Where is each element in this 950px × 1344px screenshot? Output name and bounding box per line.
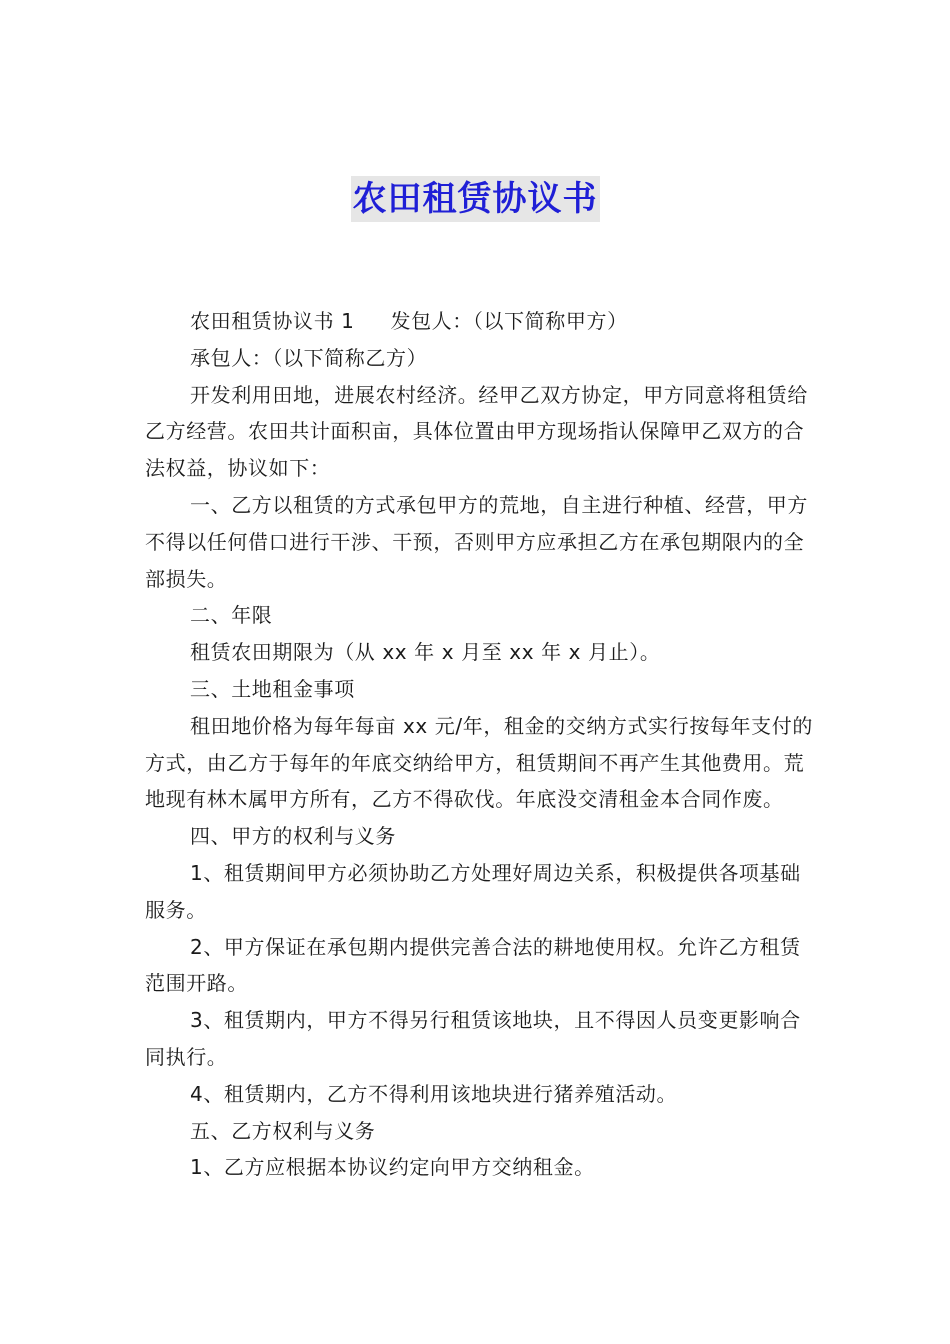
list-item: 3、租赁期内，甲方不得另行租赁该地块，且不得因人员变更影响合同执行。 <box>145 1008 801 1069</box>
list-item: 1、乙方应根据本协议约定向甲方交纳租金。 <box>190 1155 595 1180</box>
paragraph: 开发利用田地，进展农村经济。经甲乙双方协定，甲方同意将租赁给乙方经营。农田共计面积亩，具体位置由甲方现场指认保障甲乙双方的合法权益，协议如下： <box>145 382 808 481</box>
section-heading: 五、乙方权利与义务 <box>190 1118 376 1143</box>
list-item: 4、租赁期内，乙方不得利用该地块进行猪养殖活动。 <box>190 1081 678 1106</box>
paragraph: 租赁农田期限为（从 xx 年 x 月至 xx 年 x 月止）。 <box>190 640 661 665</box>
section-heading: 四、甲方的权利与义务 <box>190 824 396 849</box>
document-body <box>145 303 813 1186</box>
list-item: 2、甲方保证在承包期内提供完善合法的耕地使用权。允许乙方租赁范围开路。 <box>145 934 801 996</box>
paragraph: 租田地价格为每年每亩 xx 元/年，租金的交纳方式实行按每年支付的方式，由乙方于每年的年底交纳给甲方，租赁期间不再产生其他费用。荒地现有林木属甲方所有，乙方不得砍伐。年底没交清租金本合同作废。 <box>145 713 813 812</box>
title-container <box>0 176 950 222</box>
section-heading: 二、年限 <box>190 603 273 628</box>
subtitle: 农田租赁协议书 1 <box>190 309 355 333</box>
contractor-line: 发包人：（以下简称甲方） <box>390 309 628 333</box>
paragraph: 承包人：（以下简称乙方） <box>190 345 428 370</box>
paragraph: 一、乙方以租赁的方式承包甲方的荒地，自主进行种植、经营，甲方不得以任何借口进行干涉、干预，否则甲方应承担乙方在承包期限内的全部损失。 <box>145 492 808 591</box>
list-item: 1、租赁期间甲方必须协助乙方处理好周边关系，积极提供各项基础服务。 <box>145 860 801 922</box>
paragraph-header <box>145 303 813 340</box>
section-heading: 三、土地租金事项 <box>190 676 355 701</box>
document-title: 农田租赁协议书 <box>351 176 600 222</box>
